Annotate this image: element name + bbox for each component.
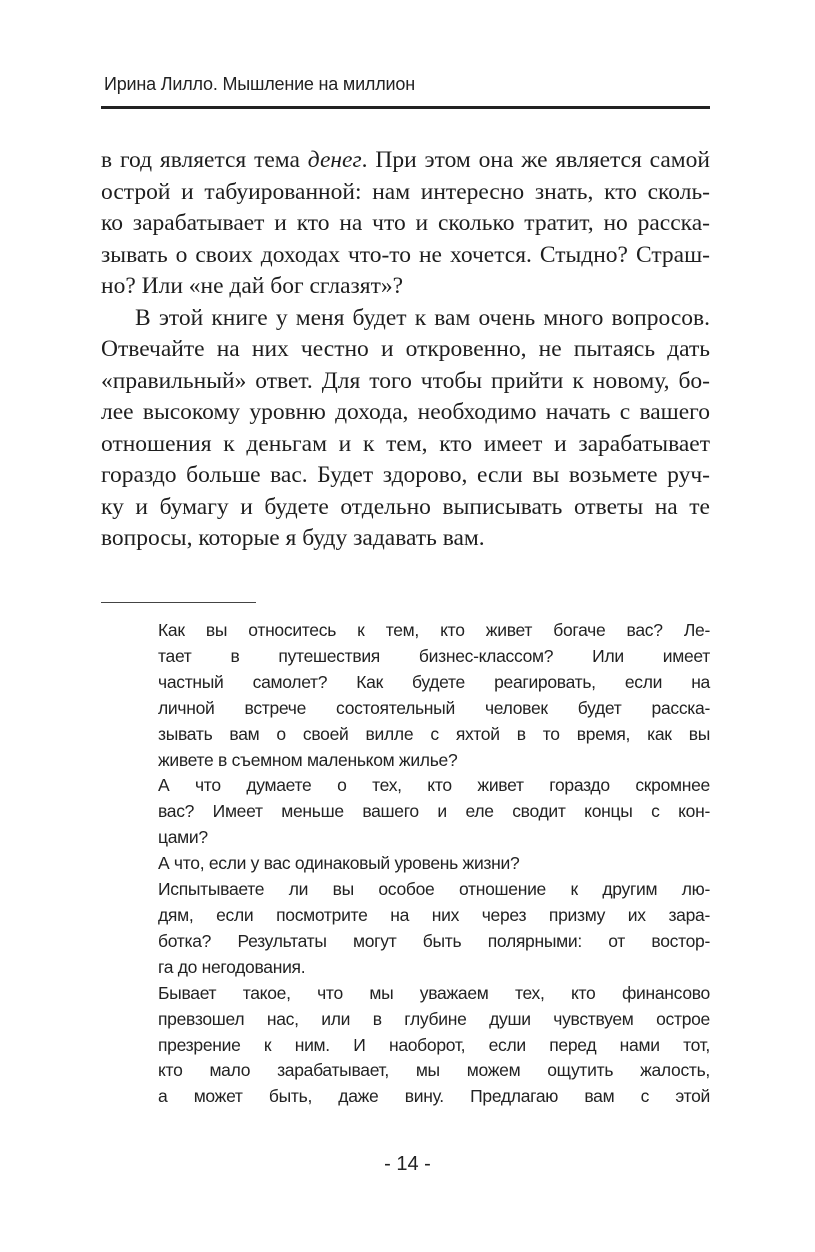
- footnote-line: живете в съемном маленьком жилье?: [158, 749, 458, 770]
- footnote-line: личной встрече состоятельный человек будет расска-: [158, 697, 710, 718]
- footnote: [158, 618, 710, 1110]
- footnote-line: зывать вам о своей вилле с яхтой в то время, как вы: [158, 723, 710, 744]
- text-line: «правильный» ответ. Для того чтобы прийти к новому, бо-: [101, 367, 710, 394]
- footnote-line: Как вы относитесь к тем, кто живет богаче вас? Ле-: [158, 620, 710, 640]
- main-text: [101, 145, 710, 555]
- footnote-line: га до негодования.: [158, 956, 306, 977]
- text-line: ко зарабатывает и кто на что и сколько тратит, но расска-: [101, 210, 710, 236]
- footnote-line: тает в путешествия бизнес-классом? Или имеет: [158, 645, 710, 666]
- footnote-line: превзошел нас, или в глубине души чувствуем острое: [158, 1008, 710, 1029]
- footnote-line: вас? Имеет меньше вашего и еле сводит концы с кон-: [158, 801, 710, 822]
- text-line: зывать о своих доходах что-то не хочется. Стыдно? Страш-: [101, 241, 710, 268]
- footnote-line: Бывает такое, что мы уважаем тех, кто финансово: [158, 982, 710, 1003]
- page-number: - 14 -: [384, 1153, 431, 1175]
- text-line: острой и табуированной: нам интересно знать, кто сколь-: [101, 178, 710, 205]
- text-line: гораздо больше вас. Будет здорово, если вы возьмете руч-: [101, 462, 710, 488]
- text-line: ку и бумагу и будете отдельно выписывать ответы на те: [101, 493, 710, 520]
- footnote-line: Испытываете ли вы особое отношение к другим лю-: [158, 879, 710, 900]
- footnote-line: частный самолет? Как будете реагировать, если на: [158, 671, 710, 692]
- footnote-line: а может быть, даже вину. Предлагаю вам с этой: [158, 1086, 710, 1107]
- footnote-separator: [101, 602, 256, 603]
- footnote-line: А что, если у вас одинаковый уровень жизни?: [158, 853, 520, 874]
- running-header: Ирина Лилло. Мышление на миллион: [104, 74, 415, 94]
- header-rule: [101, 106, 710, 109]
- footnote-line: кто мало зарабатывает, мы можем ощутить жалость,: [158, 1060, 710, 1081]
- text-line: вопросы, которые я буду задавать вам.: [101, 525, 485, 551]
- emphasis-text: денег: [307, 147, 362, 173]
- footnote-line: цами?: [158, 827, 208, 848]
- text-fragment: . При этом она же является самой: [361, 147, 710, 173]
- text-line: лее высокому уровню дохода, необходимо начать с вашего: [101, 399, 710, 425]
- text-line: Отвечайте на них честно и откровенно, не пытаясь дать: [101, 336, 710, 362]
- text-fragment: в год является тема: [101, 147, 308, 173]
- text-line: [101, 145, 710, 177]
- footnote-line: ботка? Результаты могут быть полярными: от востор-: [158, 930, 710, 951]
- text-line: но? Или «не дай бог сглазят»?: [101, 273, 404, 299]
- footnote-line: дям, если посмотрите на них через призму их зара-: [158, 904, 710, 925]
- footnote-line: А что думаете о тех, кто живет гораздо скромнее: [158, 775, 710, 796]
- text-line: отношения к деньгам и к тем, кто имеет и зарабатывает: [101, 430, 710, 457]
- text-line: В этой книге у меня будет к вам очень много вопросов.: [135, 304, 710, 331]
- footnote-line: презрение к ним. И наоборот, если перед нами тот,: [158, 1034, 710, 1055]
